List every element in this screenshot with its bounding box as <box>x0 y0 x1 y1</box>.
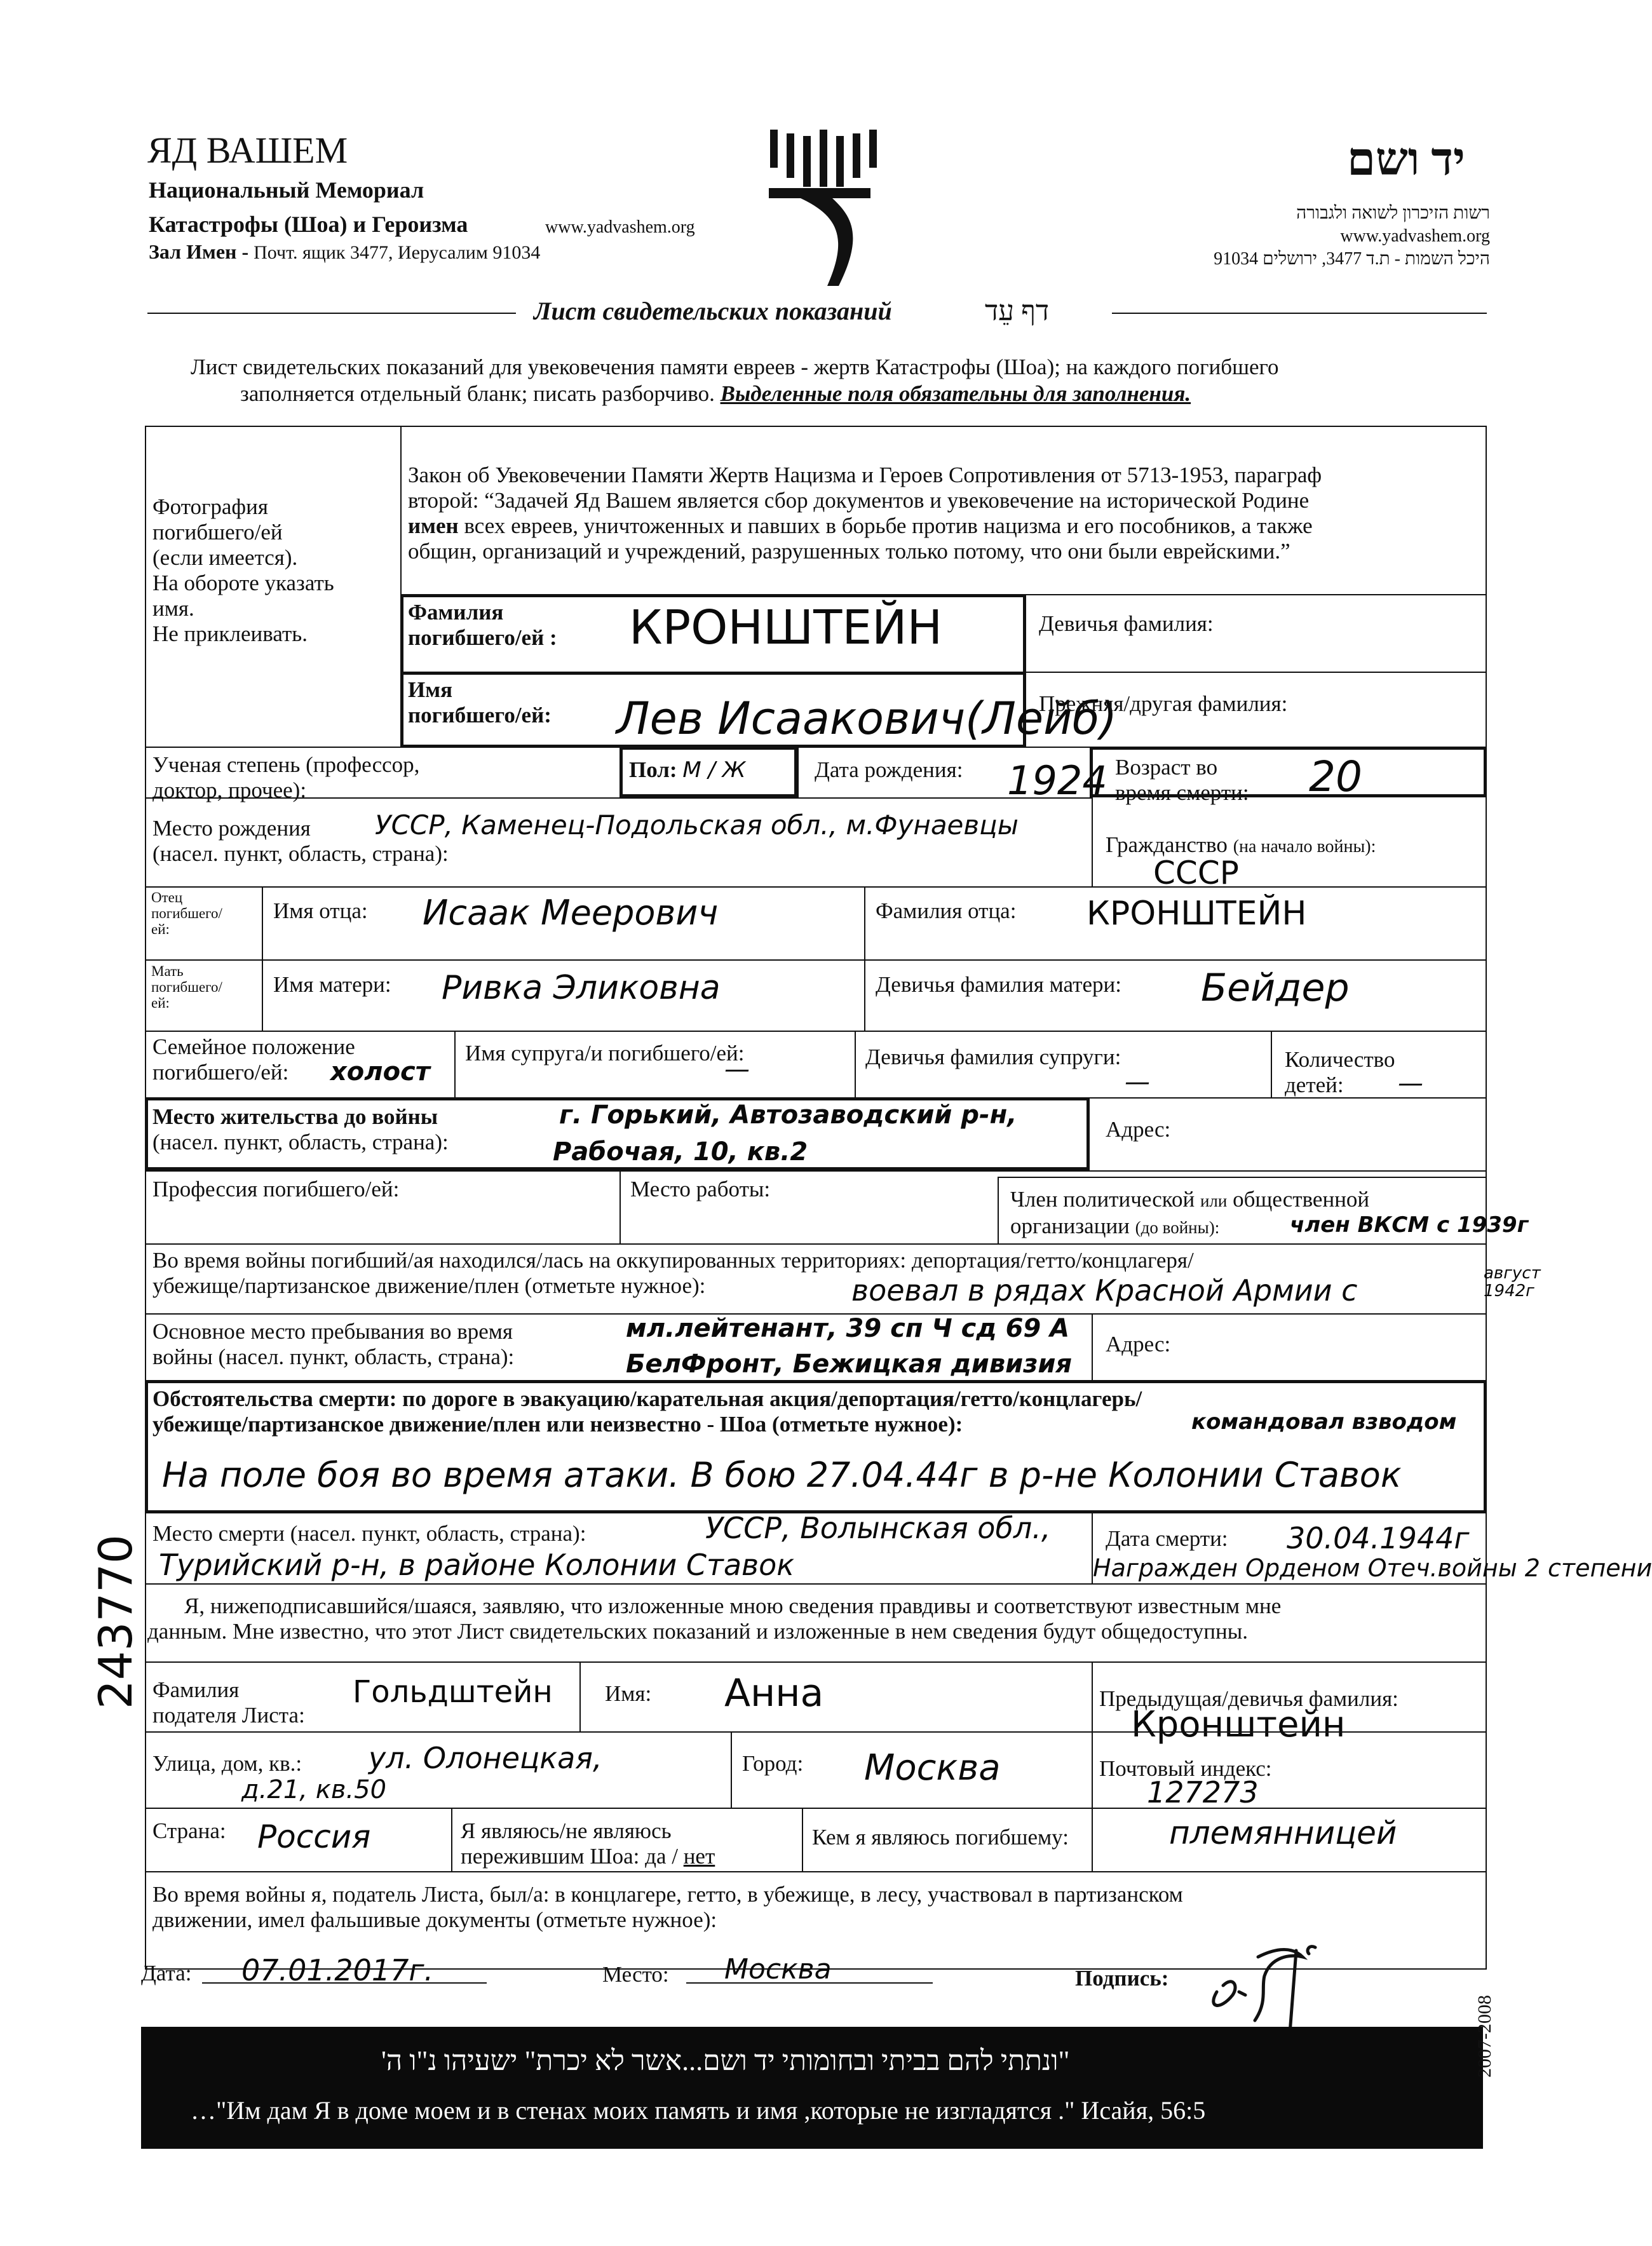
submitter-name-label: Имя: <box>605 1681 652 1706</box>
org-address <box>149 240 540 264</box>
law-line-3-rest: всех евреев, уничтоженных и павших в борьбе против нацизма и его пособников, а также <box>464 513 1313 538</box>
org-url: www.yadvashem.org <box>545 217 695 237</box>
row-country-top <box>145 1808 1487 1809</box>
city-divider <box>731 1731 732 1808</box>
war-location-label-2: убежище/партизанское движение/плен (отметьте нужное): <box>152 1273 706 1298</box>
victim-surname-value[interactable]: КРОНШТЕЙН <box>629 600 943 655</box>
country-value[interactable]: Россия <box>257 1818 371 1855</box>
victim-surname-label <box>408 600 557 651</box>
children-divider <box>1271 1031 1272 1097</box>
death-circumstances-label-1: Обстоятельства смерти: по дороге в эвакуацию/карательная акция/депортация/гетто/концлагерь/ <box>152 1386 1142 1411</box>
survivor-answer[interactable]: нет <box>683 1844 715 1869</box>
father-name-label: Имя отца: <box>273 898 368 923</box>
org-address-he: היכל השמות - ת.ד 3477, ירושלים 91034 <box>1214 249 1490 269</box>
relation-divider <box>802 1808 803 1871</box>
row-work-top <box>145 1170 1487 1172</box>
title-rule-right <box>1112 313 1487 314</box>
relation-label: Кем я являюсь погибшему: <box>812 1825 1069 1850</box>
yad-vashem-logo <box>756 127 896 299</box>
father-side-label <box>151 890 222 937</box>
victim-surname-label-2: погибшего/ей : <box>408 625 557 650</box>
membership-label-2a: организации <box>1010 1214 1130 1238</box>
submitter-wartime-label <box>152 1882 1183 1933</box>
photo-line-1: Фотография <box>152 494 268 519</box>
declaration-text <box>147 1593 1282 1644</box>
sex-label: Пол: <box>629 757 677 782</box>
father-surname-value[interactable]: КРОНШТЕЙН <box>1087 895 1307 933</box>
workplace-label: Место работы: <box>630 1177 771 1201</box>
zip-label: Почтовый индекс: <box>1099 1756 1272 1781</box>
war-location-value[interactable]: воевал в рядах Красной Армии с <box>851 1273 1358 1308</box>
signature-mark[interactable] <box>1195 1931 1341 2040</box>
father-surname-divider <box>864 886 865 960</box>
mother-maiden-label: Девичья фамилия матери: <box>876 972 1121 997</box>
victim-surname-label-1: Фамилия <box>408 600 504 625</box>
membership-label-1c: общественной <box>1233 1187 1370 1212</box>
submission-place-label: Место: <box>602 1962 669 1987</box>
victim-name-label-1: Имя <box>408 677 452 702</box>
age-label <box>1115 755 1249 806</box>
stay-label-2: войны (насел. пункт, область, страна): <box>152 1344 515 1369</box>
mother-maiden-value[interactable]: Бейдер <box>1201 966 1350 1010</box>
org-subtitle-he: רשות הזיכרון לשואה ולגבורה <box>1296 203 1490 223</box>
footer-year: 2007-2008 <box>1474 1995 1495 2078</box>
mother-side-label <box>151 963 222 1011</box>
mother-side-2: погибшего/ <box>151 979 222 995</box>
spouse-maiden-label: Девичья фамилия супруги: <box>865 1045 1121 1069</box>
children-label-2: детей: <box>1285 1072 1344 1097</box>
death-circumstances-label <box>152 1386 1142 1437</box>
row-wartime-top <box>145 1871 1487 1872</box>
father-side-divider <box>262 886 263 1031</box>
marital-status-label-1: Семейное положение <box>152 1034 355 1059</box>
city-value[interactable]: Москва <box>864 1747 1001 1789</box>
death-circumstances-value-2[interactable]: На поле боя во время атаки. В бою 27.04.44г в р-не Колонии Ставок <box>162 1455 1402 1495</box>
membership-label-1a: Член политической <box>1010 1187 1195 1212</box>
workplace-divider <box>620 1170 621 1243</box>
submitter-surname-label-1: Фамилия <box>152 1677 240 1702</box>
death-place-value-2[interactable]: Турийский р-н, в районе Колонии Ставок <box>159 1548 795 1582</box>
row-war-top <box>145 1243 1487 1245</box>
law-line-4: общин, организаций и учреждений, разрушенных только потому, что они были еврейскими.” <box>408 539 1290 564</box>
survivor-label-2 <box>461 1844 715 1869</box>
age-value[interactable]: 20 <box>1309 752 1362 801</box>
row-father-top <box>145 886 1487 888</box>
row-mother-top <box>145 959 1487 961</box>
submitter-surname-label <box>152 1677 305 1728</box>
footer-quote-he: "ונתתי להם בביתי ובחומותי יד ושם...אשר לא יכרת" ישעיהו נ"ו ה' <box>381 2045 1070 2076</box>
postal-address: Почт. ящик 3477, Иерусалим 91034 <box>254 242 541 263</box>
row-birthplace-top <box>145 797 1092 799</box>
declaration-line-1: Я, нижеподписавшийся/шаяся, заявляю, что изложенные мною сведения правдивы и соответствуют известным мне <box>184 1593 1282 1618</box>
photo-line-2: погибшего/ей <box>152 520 283 545</box>
relation-value[interactable]: племянницей <box>1169 1815 1397 1851</box>
residence-value-1[interactable]: г. Горький, Автозаводский р-н, <box>559 1100 1017 1130</box>
children-label <box>1285 1047 1395 1098</box>
submission-date-label: Дата: <box>141 1961 192 1986</box>
age-label-1: Возраст во <box>1115 755 1218 780</box>
marital-status-label-2: погибшего/ей: <box>152 1060 289 1085</box>
submitter-prev-label: Предыдущая/девичья фамилия: <box>1099 1686 1398 1711</box>
submitter-wartime-line-1: Во время войны я, податель Листа, был/а: в концлагере, гетто, в убежище, в лесу, участвовал в партизанском <box>152 1882 1183 1907</box>
stay-label <box>152 1319 514 1370</box>
org-subtitle-2: Катастрофы (Шоа) и Героизма <box>149 212 468 237</box>
victim-name-label-2: погибшего/ей: <box>408 703 552 727</box>
death-circumstances-value-1[interactable]: командовал взводом <box>1191 1409 1457 1435</box>
row-family-top <box>145 1031 1487 1032</box>
org-url-he: www.yadvashem.org <box>1340 226 1490 246</box>
submission-place-value[interactable]: Москва <box>724 1953 832 1986</box>
street-label: Улица, дом, кв.: <box>152 1751 302 1776</box>
spouse-maiden-divider <box>855 1031 856 1097</box>
birth-divider <box>797 747 799 797</box>
victim-prev-surname-label: Прежняя/другая фамилия: <box>1039 691 1288 716</box>
mother-maiden-divider <box>864 959 865 1031</box>
signature-label: Подпись: <box>1075 1966 1169 1991</box>
father-side-3: ей: <box>151 921 170 937</box>
archive-number: 243770 <box>89 1534 142 1709</box>
law-line-1: Закон об Увековечении Памяти Жертв Нацизма и Героев Сопротивления от 5713-1953, параграф <box>408 463 1322 487</box>
birthplace-label-1: Место рождения <box>152 816 311 841</box>
org-title-ru: ЯД ВАШЕМ <box>147 130 348 171</box>
form-title-he: דף עֵד <box>985 295 1050 327</box>
city-label: Город: <box>742 1751 804 1776</box>
spouse-name-value[interactable]: — <box>724 1055 750 1084</box>
submitter-wartime-line-2: движении, имел фальшивые документы (отметьте нужное): <box>152 1907 717 1932</box>
residence-address-label: Адрес: <box>1106 1117 1171 1142</box>
law-names-bold: имен <box>408 513 459 538</box>
form-title: Лист свидетельских показаний <box>534 297 892 325</box>
photo-line-3: (если имеется). <box>152 545 298 570</box>
intro-text: заполняется отдельный бланк; писать разборчиво. <box>240 381 715 406</box>
residence-value-2[interactable]: Рабочая, 10, кв.2 <box>553 1137 808 1167</box>
submitter-name-divider <box>579 1661 581 1731</box>
mother-side-1: Мать <box>151 963 184 979</box>
member-divider <box>998 1177 999 1243</box>
submitter-surname-value[interactable]: Гольдштейн <box>353 1674 553 1710</box>
org-title-he: יד ושם <box>1347 134 1465 185</box>
row-submitter-top <box>145 1661 1487 1663</box>
citizenship-divider <box>1092 797 1093 886</box>
death-date-label: Дата смерти: <box>1106 1526 1228 1551</box>
declaration-line-2: данным. Мне известно, что этот Лист свидетельских показаний и изложенные в нем сведения будут общедоступны. <box>147 1619 1248 1644</box>
intro-line-2 <box>240 381 1191 407</box>
profession-label: Профессия погибшего/ей: <box>152 1177 400 1201</box>
birthplace-value[interactable]: УССР, Каменец-Подольская обл., м.Фунаевцы <box>375 809 1019 841</box>
victim-name-value[interactable]: Лев Исаакович(Лейб) <box>616 693 1118 745</box>
spouse-maiden-value[interactable]: — <box>1125 1067 1150 1097</box>
award-note[interactable]: Награжден Орденом Отеч.войны 2 степени <box>1093 1554 1652 1582</box>
citizenship-label-note: (на начало войны): <box>1233 837 1376 856</box>
mother-name-value[interactable]: Ривка Эликовна <box>442 969 721 1007</box>
marital-status-label <box>152 1034 355 1085</box>
spouse-divider <box>454 1031 456 1097</box>
sex-value[interactable]: М / Ж <box>682 757 746 783</box>
submitter-surname-label-2: подателя Листа: <box>152 1703 305 1728</box>
submission-date-value[interactable]: 07.01.2017г. <box>241 1953 434 1987</box>
father-side-2: погибшего/ <box>151 905 222 921</box>
membership-label-1b: или <box>1200 1191 1228 1210</box>
survivor-label-2-text: пережившим Шоа: да / <box>461 1844 678 1869</box>
law-text <box>408 463 1482 564</box>
member-top-rule <box>998 1177 1487 1178</box>
law-bottom-rule <box>1023 594 1487 595</box>
residence-label-1: Место жительства до войны <box>152 1104 438 1129</box>
survivor-divider <box>451 1808 452 1871</box>
stay-label-1: Основное место пребывания во время <box>152 1319 513 1344</box>
maiden-bottom-rule <box>1023 672 1487 673</box>
sex-field <box>629 757 745 783</box>
row-declaration-top <box>145 1583 1487 1585</box>
membership-value[interactable]: член ВКСМ с 1939г <box>1290 1212 1529 1238</box>
citizenship-label <box>1106 832 1376 860</box>
photo-instructions <box>152 494 334 647</box>
footer-quote-ru: …"Им дам Я в доме моем и в стенах моих память и имя ,которые не изгладятся ." Исайя, 56:5 <box>191 2096 1206 2125</box>
father-name-value[interactable]: Исаак Меерович <box>423 893 719 933</box>
row-street-top <box>145 1731 1487 1733</box>
submitter-prev-value[interactable]: Кронштейн <box>1131 1704 1346 1745</box>
marital-status-value[interactable]: холост <box>330 1057 430 1086</box>
mother-name-label: Имя матери: <box>273 972 391 997</box>
stay-address-divider <box>1092 1313 1093 1380</box>
death-place-value-1[interactable]: УССР, Волынская обл., <box>705 1511 1051 1545</box>
degree-label-1: Ученая степень (профессор, <box>152 752 420 777</box>
birthplace-label-2: (насел. пункт, область, страна): <box>152 841 449 866</box>
stay-value-2[interactable]: БелФронт, Бежицкая дивизия <box>626 1350 1073 1379</box>
zip-value[interactable]: 127273 <box>1147 1775 1259 1810</box>
father-side-1: Отец <box>151 890 183 905</box>
citizenship-label-main: Гражданство <box>1106 832 1228 857</box>
submitter-name-value[interactable]: Анна <box>724 1671 824 1715</box>
photo-line-4: На обороте указать <box>152 571 334 595</box>
law-line-3 <box>408 513 1482 539</box>
survivor-label <box>461 1818 715 1869</box>
residence-label <box>152 1104 449 1155</box>
org-subtitle-1: Национальный Мемориал <box>149 177 424 203</box>
title-rule-left <box>147 313 516 314</box>
death-place-label: Место смерти (насел. пункт, область, страна): <box>152 1521 586 1546</box>
birth-date-label: Дата рождения: <box>815 757 963 782</box>
law-line-2: второй: “Задачей Яд Вашем является сбор документов и увековечение на исторической Родине <box>408 488 1310 513</box>
membership-label-2b: (до войны): <box>1135 1218 1220 1237</box>
children-label-1: Количество <box>1285 1047 1395 1072</box>
war-location-label-1: Во время войны погибший/ая находился/лась на оккупированных территориях: депортация/гетто/концлагеря/ <box>152 1248 1194 1273</box>
death-date-value[interactable]: 30.04.1944г <box>1287 1521 1470 1555</box>
father-surname-label: Фамилия отца: <box>876 898 1017 923</box>
street-value-2[interactable]: д.21, кв.50 <box>241 1775 387 1804</box>
survivor-label-1: Я являюсь/не являюсь <box>461 1818 672 1843</box>
hall-of-names-label: Зал Имен - <box>149 240 249 263</box>
street-value-1[interactable]: ул. Олонецкая, <box>369 1741 602 1775</box>
degree-label-2: доктор, прочее): <box>152 778 307 802</box>
death-circumstances-label-2: убежище/партизанское движение/плен или неизвестно - Шоа (отметьте нужное): <box>152 1412 963 1437</box>
country-label: Страна: <box>152 1818 226 1843</box>
birth-date-value[interactable]: 1924 <box>1007 757 1107 804</box>
age-label-2: время смерти: <box>1115 780 1249 805</box>
intro-required-note: Выделенные поля обязательны для заполнения. <box>720 381 1191 406</box>
stay-value-1[interactable]: мл.лейтенант, 39 сп Ч сд 69 А <box>626 1314 1070 1343</box>
mother-side-3: ей: <box>151 995 170 1011</box>
war-location-margin-note[interactable]: август 1942г <box>1484 1264 1541 1301</box>
residence-label-2: (насел. пункт, область, страна): <box>152 1130 449 1154</box>
photo-line-5: имя. <box>152 596 194 621</box>
victim-name-label <box>408 677 552 728</box>
children-value[interactable]: — <box>1398 1069 1423 1098</box>
victim-maiden-label: Девичья фамилия: <box>1039 611 1214 636</box>
photo-line-6: Не приклеивать. <box>152 621 308 646</box>
intro-line-1: Лист свидетельских показаний для увековечения памяти евреев - жертв Катастрофы (Шоа); на каждого погибшего <box>191 355 1279 379</box>
membership-label-1 <box>1010 1187 1369 1214</box>
stay-address-label: Адрес: <box>1106 1332 1171 1356</box>
citizenship-value[interactable]: СССР <box>1153 855 1239 891</box>
submitter-prev-divider <box>1092 1661 1093 1871</box>
degree-label <box>152 752 419 803</box>
spouse-name-label: Имя супруга/и погибшего/ей: <box>465 1041 745 1065</box>
